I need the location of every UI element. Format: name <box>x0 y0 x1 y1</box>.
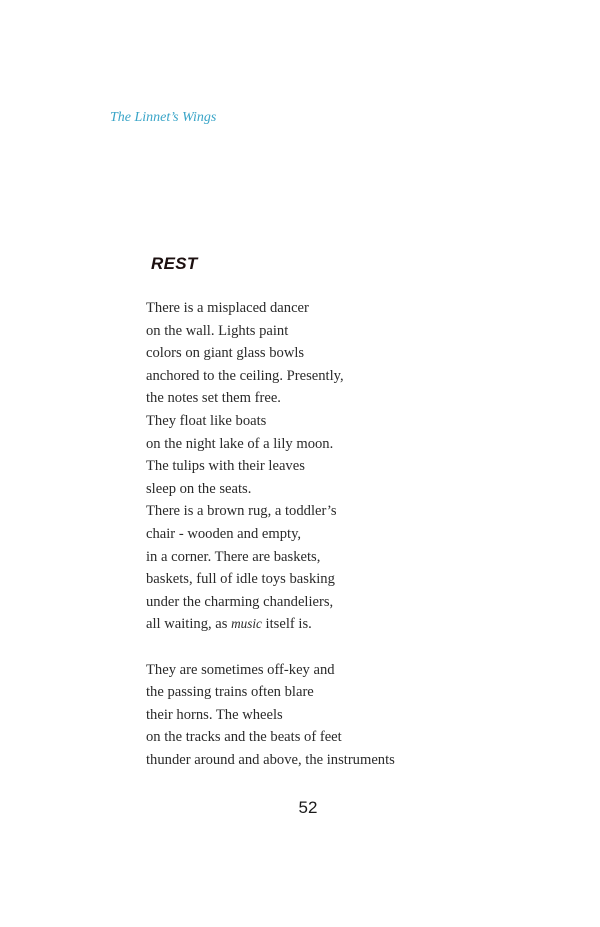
poem-line: sleep on the seats. <box>146 480 252 497</box>
poem-body <box>146 297 566 771</box>
poem-line: thunder around and above, the instruments <box>146 751 395 768</box>
poem-line: The tulips with their leaves <box>146 458 305 475</box>
running-header: The Linnet’s Wings <box>110 110 217 125</box>
line-text: all waiting, as <box>146 616 232 633</box>
poem-line: under the charming chandeliers, <box>146 593 334 610</box>
poem-line-with-emphasis <box>146 613 566 636</box>
poem-line: colors on giant glass bowls <box>146 345 305 362</box>
poem-line: They are sometimes off-key and <box>146 661 335 678</box>
poem-line: on the tracks and the beats of feet <box>146 729 342 746</box>
poem-line: baskets, full of idle toys basking <box>146 571 335 588</box>
emphasized-word: music <box>231 616 262 632</box>
poem-line: in a corner. There are baskets, <box>146 548 321 565</box>
poem-line: their horns. The wheels <box>146 706 283 723</box>
page-number: 52 <box>298 798 318 817</box>
poem-line: anchored to the ceiling. Presently, <box>146 367 344 384</box>
poem-title: REST <box>151 254 198 273</box>
stanza-break <box>146 636 566 659</box>
poem-line: They float like boats <box>146 412 267 429</box>
poem-line: on the wall. Lights paint <box>146 322 289 339</box>
poem-line: the passing trains often blare <box>146 684 314 701</box>
line-text: itself is. <box>261 616 312 633</box>
poem-line: There is a brown rug, a toddler’s <box>146 503 337 520</box>
poem-line: the notes set them free. <box>146 390 281 407</box>
poem-line: There is a misplaced dancer <box>146 300 309 316</box>
poem-line: on the night lake of a lily moon. <box>146 435 334 452</box>
poem-line: chair - wooden and empty, <box>146 525 302 542</box>
